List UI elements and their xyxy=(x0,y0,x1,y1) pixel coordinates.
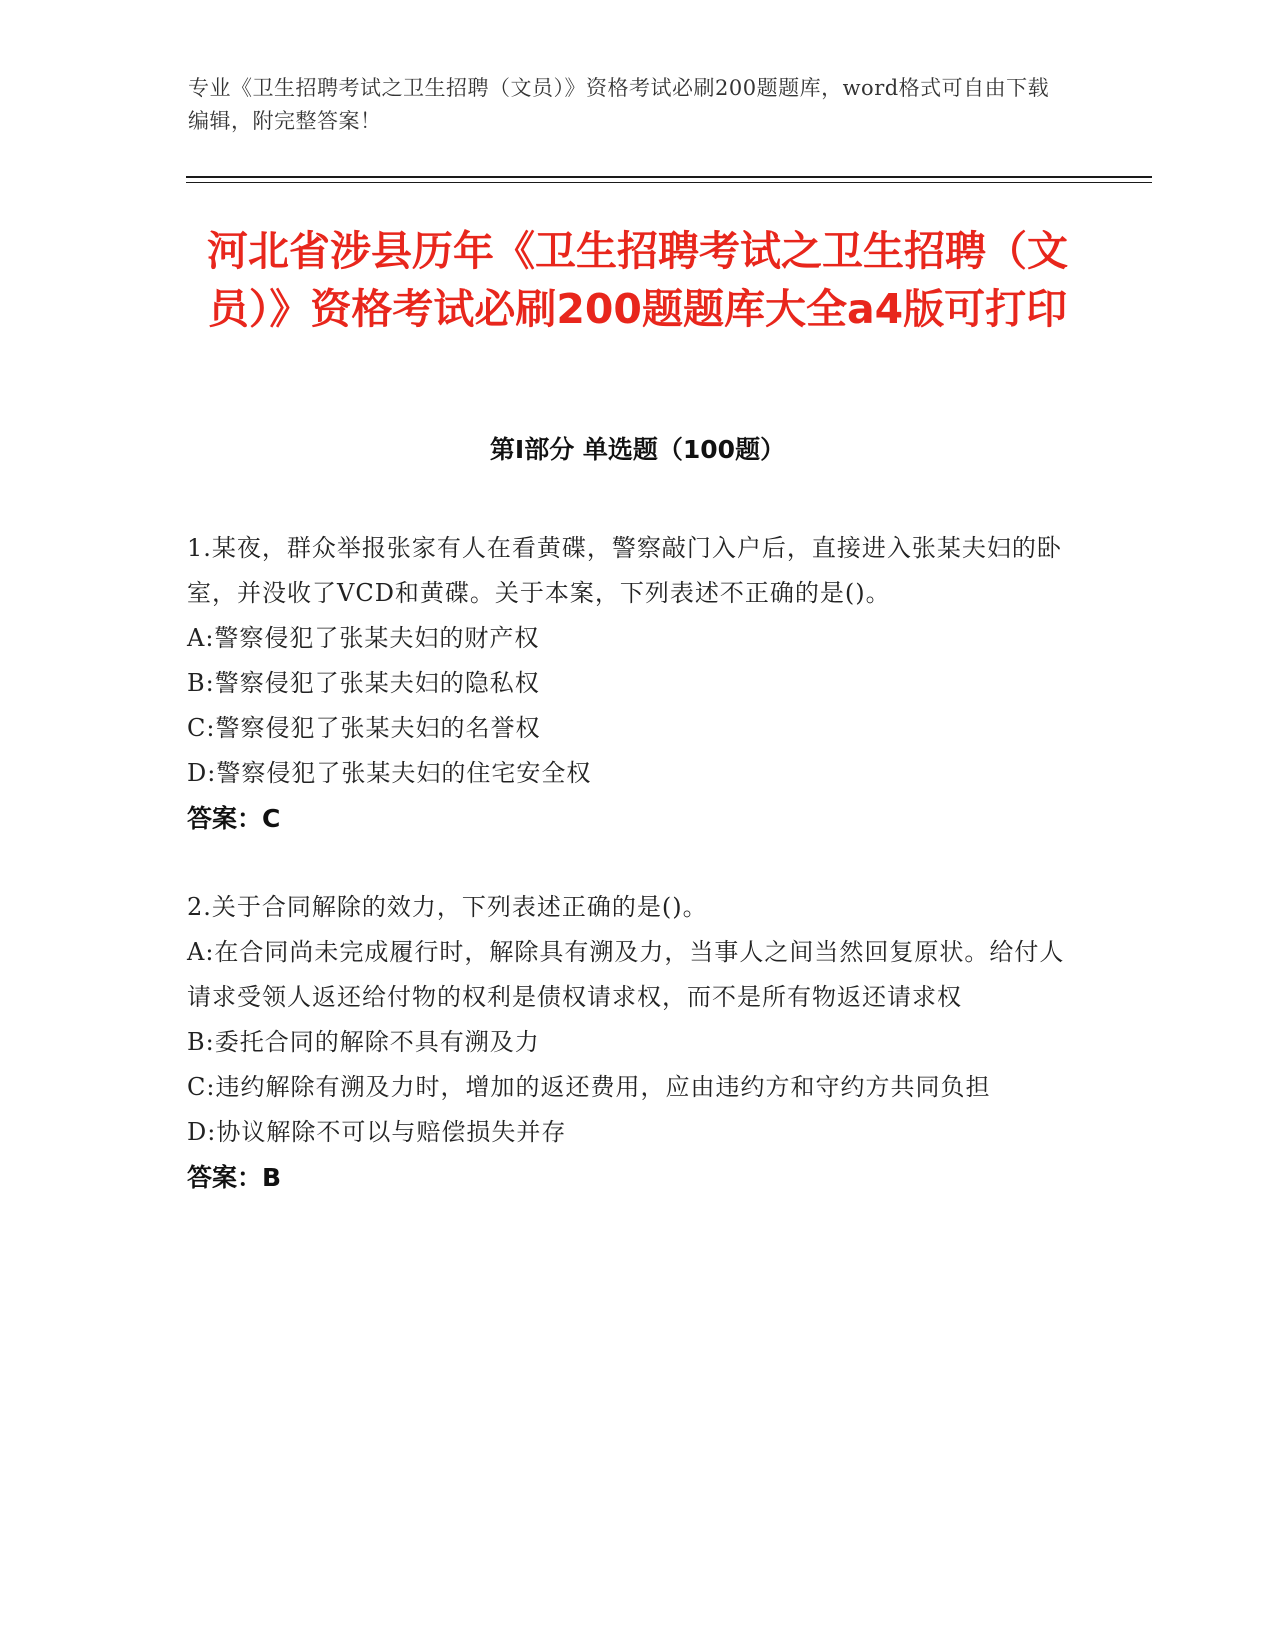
header-note: 专业《卫生招聘考试之卫生招聘（文员）》资格考试必刷200题题库，word格式可自由下载编辑，附完整答案！ xyxy=(188,76,1050,133)
answer: 答案：C xyxy=(187,804,281,833)
header-divider-thick xyxy=(186,176,1152,178)
option-a: A:在合同尚未完成履行时，解除具有溯及力，当事人之间当然回复原状。给付人请求受领人返还给付物的权利是债权请求权，而不是所有物返还请求权 xyxy=(187,938,1065,1011)
question-1 xyxy=(187,526,1067,841)
option-a: A:警察侵犯了张某夫妇的财产权 xyxy=(187,624,540,652)
section-title: 第Ⅰ部分 单选题（100题） xyxy=(489,435,786,464)
question-list xyxy=(187,526,1067,1244)
option-b: B:委托合同的解除不具有溯及力 xyxy=(187,1028,540,1056)
option-c: C:警察侵犯了张某夫妇的名誉权 xyxy=(187,714,541,742)
option-c: C:违约解除有溯及力时，增加的返还费用，应由违约方和守约方共同负担 xyxy=(187,1073,991,1101)
option-b: B:警察侵犯了张某夫妇的隐私权 xyxy=(187,669,540,697)
answer: 答案：B xyxy=(187,1163,282,1192)
question-stem: 1.某夜，群众举报张家有人在看黄碟，警察敲门入户后，直接进入张某夫妇的卧室，并没收了VCD和黄碟。关于本案，下列表述不正确的是()。 xyxy=(187,534,1062,607)
header-divider-thin xyxy=(186,182,1152,183)
option-d: D:协议解除不可以与赔偿损失并存 xyxy=(187,1118,567,1146)
document-title: 河北省涉县历年《卫生招聘考试之卫生招聘（文员）》资格考试必刷200题题库大全a4版可打印 xyxy=(207,227,1068,333)
question-stem: 2.关于合同解除的效力，下列表述正确的是()。 xyxy=(187,893,708,921)
option-d: D:警察侵犯了张某夫妇的住宅安全权 xyxy=(187,759,592,787)
question-2 xyxy=(187,885,1067,1200)
